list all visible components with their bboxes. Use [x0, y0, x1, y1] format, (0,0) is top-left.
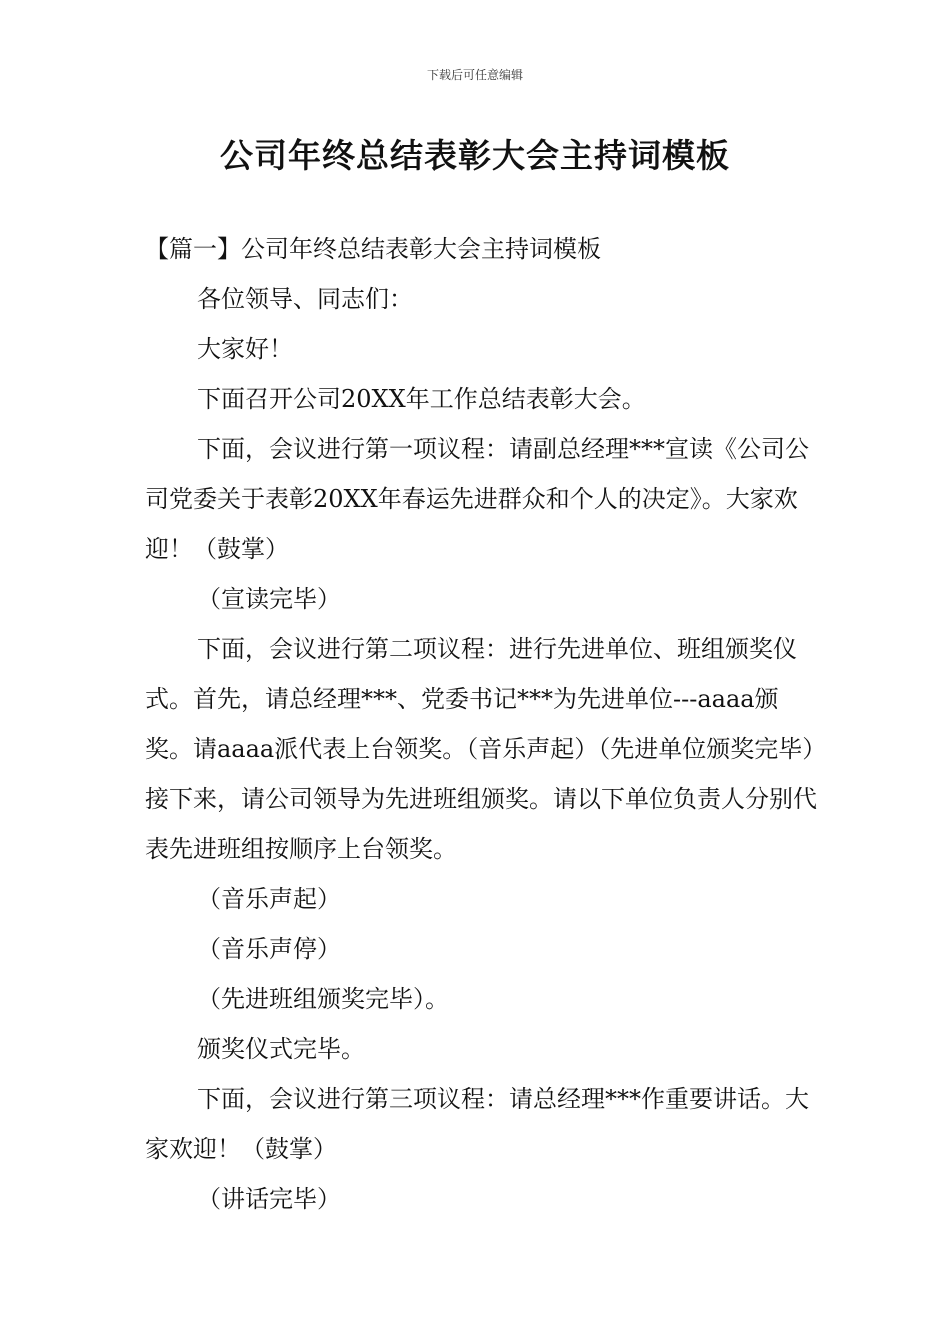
section-heading: 【篇一】公司年终总结表彰大会主持词模板	[145, 235, 601, 263]
greeting: 大家好！	[197, 335, 293, 363]
stage-note-speech-done: （讲话完毕）	[197, 1185, 341, 1213]
stage-note-team-awards-done: （先进班组颁奖完毕）。	[197, 985, 449, 1013]
stage-note-music-start: （音乐声起）	[197, 885, 341, 913]
paragraph-agenda-3: 下面，会议进行第三项议程：请总经理***作重要讲话。大家欢迎！（鼓掌）	[145, 1085, 809, 1163]
document-title: 公司年终总结表彰大会主持词模板	[220, 136, 730, 175]
document-body	[145, 224, 825, 1224]
paragraph-opening: 下面召开公司20XX年工作总结表彰大会。	[197, 385, 646, 413]
salutation: 各位领导、同志们：	[197, 285, 413, 313]
paragraph-agenda-2: 下面，会议进行第二项议程：进行先进单位、班组颁奖仪式。首先，请总经理***、党委书记***为先进单位---aaaa颁奖。请aaaa派代表上台领奖。（音乐声起）（先进单位颁奖完毕）接下来，请公司领导为先进班组颁奖。请以下单位负责人分别代表先进班组按顺序上台领奖。	[145, 635, 817, 863]
paragraph-ceremony-done: 颁奖仪式完毕。	[197, 1035, 365, 1063]
paragraph-agenda-1: 下面，会议进行第一项议程：请副总经理***宣读《公司公司党委关于表彰20XX年春运先进群众和个人的决定》。大家欢迎！（鼓掌）	[145, 435, 809, 563]
stage-note-reading-done: （宣读完毕）	[197, 585, 341, 613]
header-note: 下载后可任意编辑	[426, 68, 523, 82]
stage-note-music-stop: （音乐声停）	[197, 935, 341, 963]
